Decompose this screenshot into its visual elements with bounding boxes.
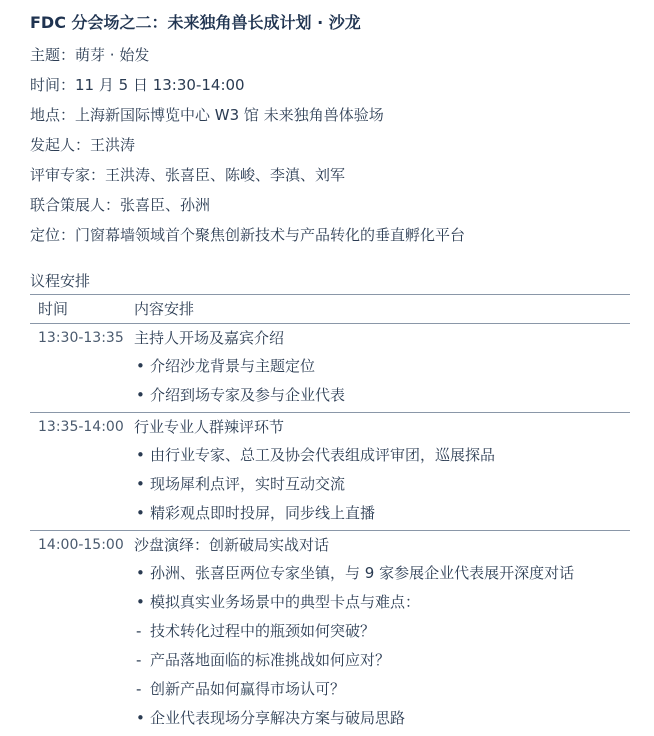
agenda-content [134, 324, 630, 412]
agenda-time: 13:35-14:00 [38, 419, 124, 435]
agenda-item-text: 孙洲、张喜臣两位专家坐镇，与 9 家参展企业代表展开深度对话 [150, 564, 575, 582]
bullet-marker: - [136, 651, 142, 669]
bullet-marker: • [136, 357, 145, 375]
agenda-body [30, 324, 630, 735]
agenda-item-text: 介绍沙龙背景与主题定位 [150, 357, 316, 375]
agenda-item [134, 499, 630, 528]
agenda-item-text: 介绍到场专家及参与企业代表 [150, 386, 346, 404]
agenda-heading: 沙盘演绎：创新破局实战对话 [134, 536, 330, 554]
agenda-item-text: 技术转化过程中的瓶颈如何突破？ [150, 622, 376, 640]
info-value: 张喜臣、孙洲 [120, 196, 211, 214]
agenda-item-text: 产品落地面临的标准挑战如何应对？ [150, 651, 391, 669]
agenda-item-text: 模拟真实业务场景中的典型卡点与难点： [150, 593, 421, 611]
agenda-item [134, 617, 630, 646]
event-title: FDC 分会场之二：未来独角兽长成计划 · 沙龙 [30, 13, 361, 32]
agenda-time: 13:30-13:35 [38, 330, 124, 346]
agenda-item [134, 381, 630, 410]
agenda-item [134, 704, 630, 733]
info-label: 评审专家： [30, 166, 106, 184]
agenda-row [30, 324, 630, 413]
info-label: 主题： [30, 46, 76, 64]
bullet-marker: • [136, 709, 145, 727]
agenda-item-text: 创新产品如何赢得市场认可？ [150, 680, 346, 698]
info-value: 王洪涛、张喜臣、陈峻、李滇、刘军 [105, 166, 346, 184]
info-line [30, 160, 654, 190]
bullet-marker: • [136, 593, 145, 611]
agenda-title: 议程安排 [30, 268, 630, 295]
agenda-item-text: 现场犀利点评，实时互动交流 [150, 475, 346, 493]
bullet-marker: • [136, 446, 145, 464]
agenda-item [134, 470, 630, 499]
agenda-item-text: 企业代表现场分享解决方案与破局思路 [150, 709, 406, 727]
bullet-marker: • [136, 564, 145, 582]
bullet-marker: - [136, 622, 142, 640]
info-label: 地点： [30, 106, 76, 124]
info-label: 联合策展人： [30, 196, 121, 214]
info-value: 11 月 5 日 13:30-14:00 [75, 76, 245, 94]
agenda-content [134, 413, 630, 530]
agenda-item [134, 441, 630, 470]
info-value: 门窗幕墙领域首个聚焦创新技术与产品转化的垂直孵化平台 [75, 226, 466, 244]
info-line [30, 70, 654, 100]
agenda-item [134, 588, 630, 617]
agenda-item [134, 352, 630, 381]
info-line [30, 190, 654, 220]
bullet-marker: • [136, 475, 145, 493]
header-content: 内容安排 [134, 300, 195, 318]
agenda-heading: 行业专业人群辣评环节 [134, 418, 285, 436]
info-value: 上海新国际博览中心 W3 馆 未来独角兽体验场 [75, 106, 384, 124]
event-info [30, 40, 654, 250]
bullet-marker: • [136, 386, 145, 404]
agenda-table [30, 295, 630, 735]
bullet-marker: - [136, 680, 142, 698]
info-line [30, 100, 654, 130]
bullet-marker: • [136, 504, 145, 522]
agenda-row [30, 531, 630, 735]
agenda-item [134, 559, 630, 588]
info-line [30, 40, 654, 70]
agenda-item [134, 646, 630, 675]
info-label: 时间： [30, 76, 76, 94]
agenda-row [30, 413, 630, 531]
agenda-time: 14:00-15:00 [38, 537, 124, 553]
agenda-content [134, 531, 630, 735]
agenda-item [134, 675, 630, 704]
info-label: 发起人： [30, 136, 91, 154]
info-value: 萌芽 · 始发 [75, 46, 150, 64]
agenda-item-text: 由行业专家、总工及协会代表组成评审团，巡展探品 [150, 446, 496, 464]
info-label: 定位： [30, 226, 76, 244]
agenda-header-row [30, 295, 630, 324]
agenda-item-text: 精彩观点即时投屏，同步线上直播 [150, 504, 376, 522]
info-value: 王洪涛 [90, 136, 136, 154]
info-line [30, 130, 654, 160]
header-time: 时间 [38, 300, 69, 318]
agenda-heading: 主持人开场及嘉宾介绍 [134, 329, 285, 347]
info-line [30, 220, 654, 250]
